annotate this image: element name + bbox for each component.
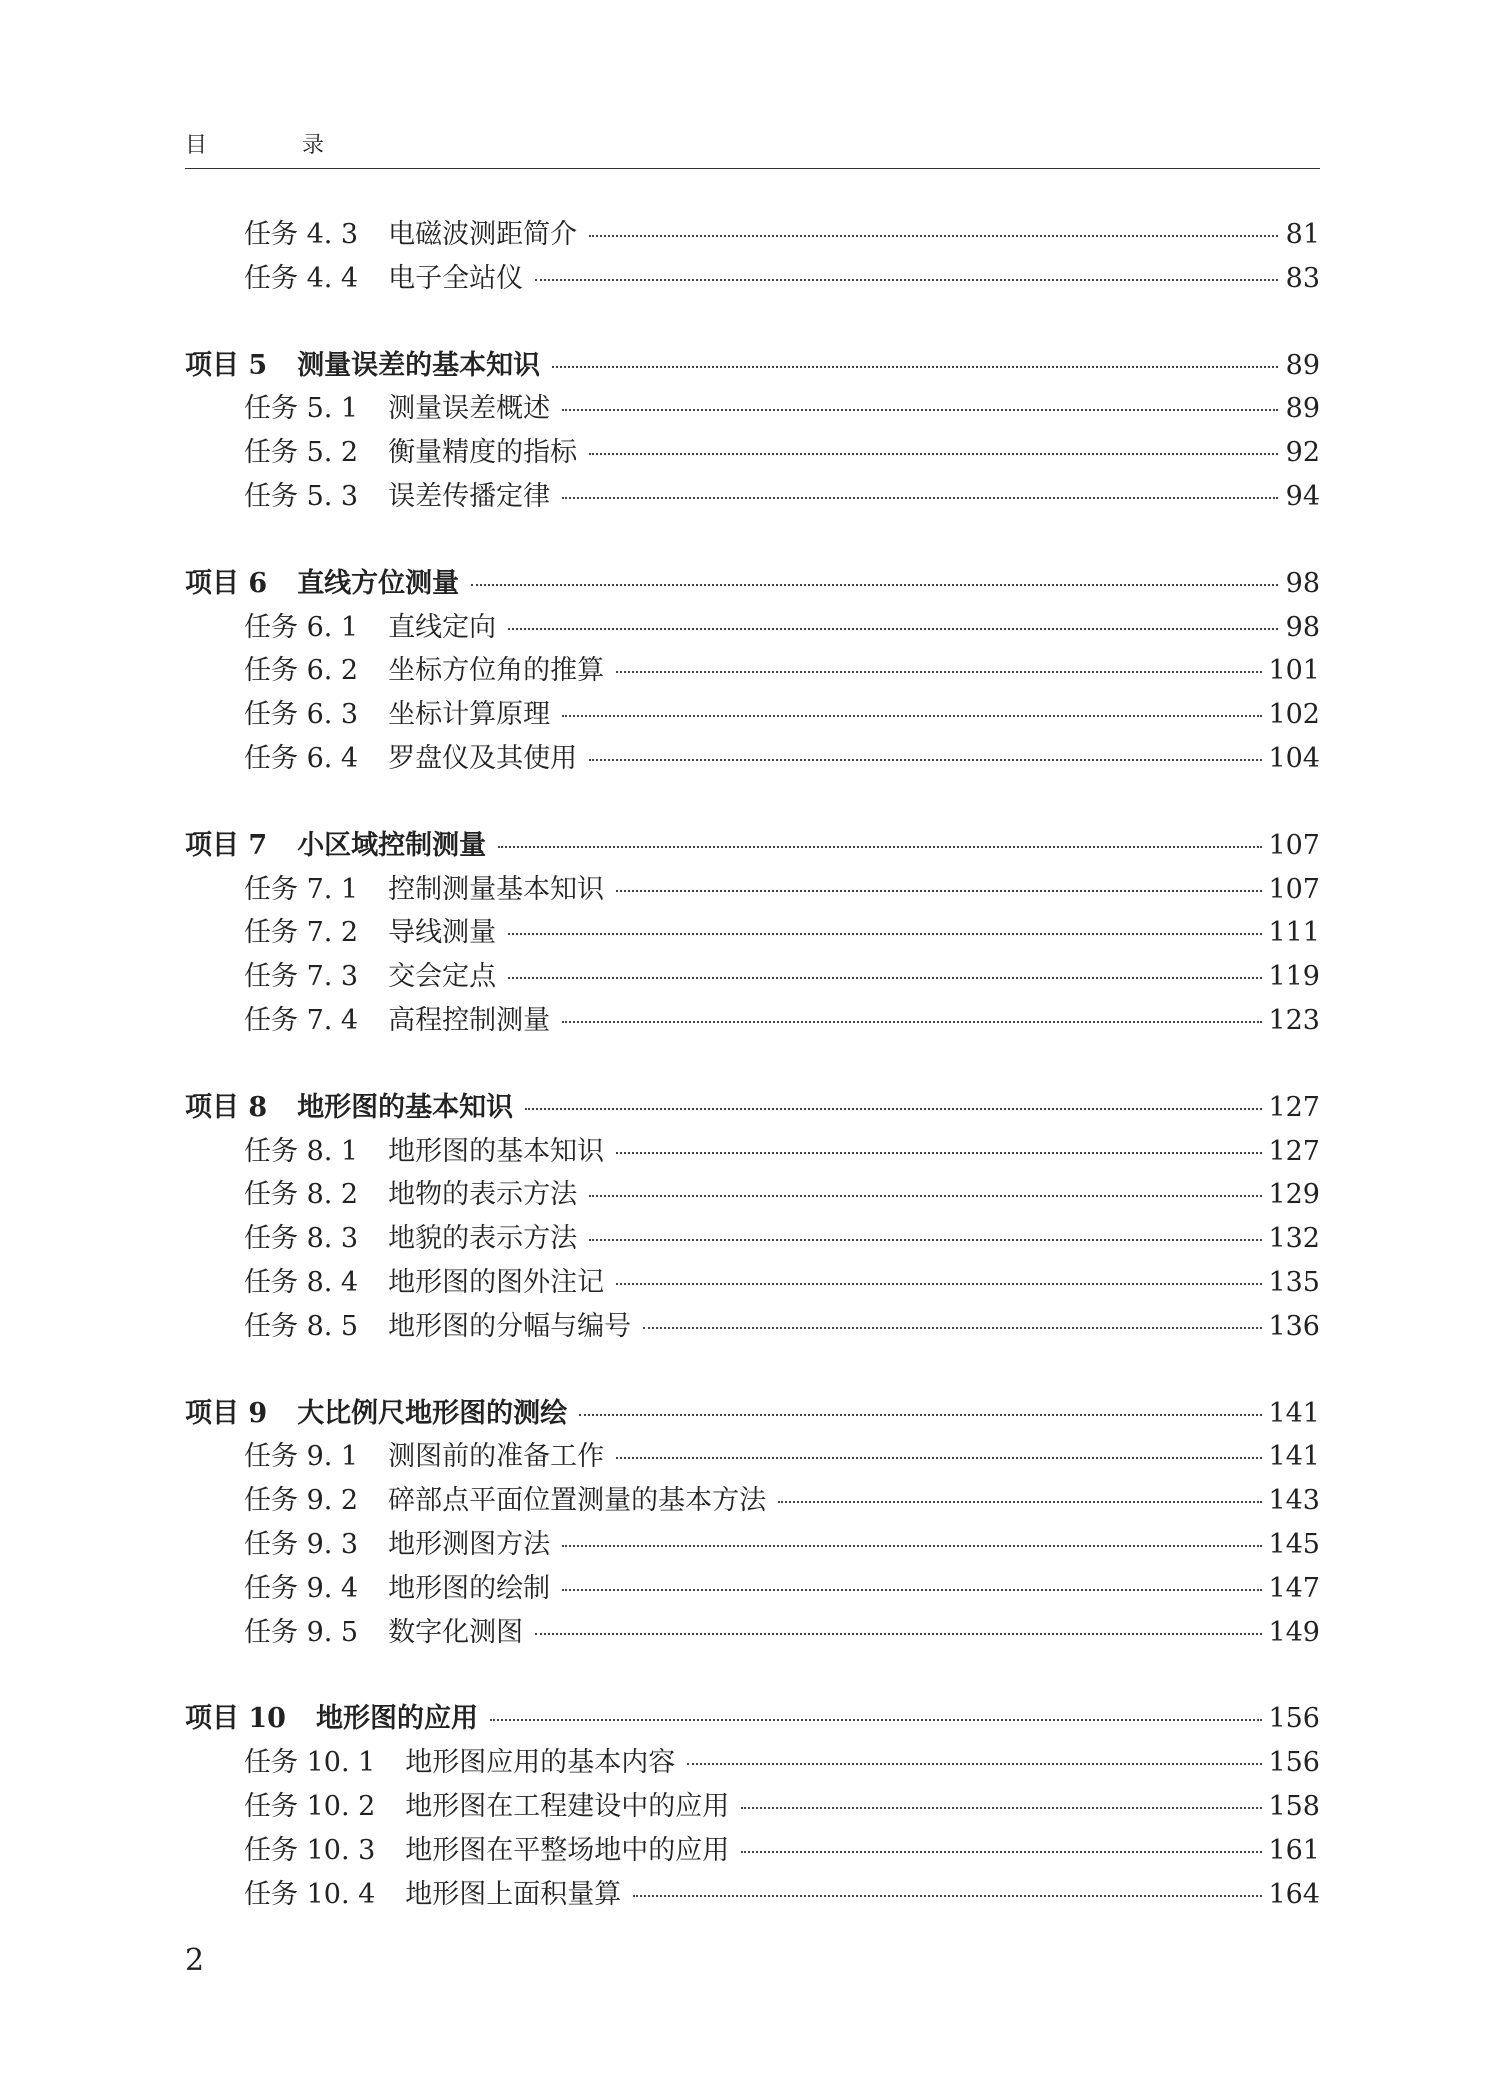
task-label: 任务 4. 4 — [244, 262, 359, 294]
toc-task-entry[interactable] — [185, 1260, 1320, 1304]
page-ref: 161 — [1268, 1834, 1320, 1866]
page-ref: 119 — [1268, 961, 1320, 993]
task-label: 任务 10. 3 — [244, 1834, 376, 1866]
task-title: 地形图在工程建设中的应用 — [405, 1790, 730, 1822]
dot-leader — [562, 1589, 1262, 1591]
task-label: 任务 9. 4 — [244, 1572, 359, 1604]
toc-task-entry[interactable] — [185, 910, 1320, 954]
dot-leader — [741, 1807, 1262, 1809]
project-label: 项目 5 — [185, 349, 268, 381]
toc-task-entry[interactable] — [185, 998, 1320, 1042]
dot-leader — [535, 279, 1278, 281]
task-label: 任务 7. 2 — [244, 917, 359, 949]
toc-task-entry[interactable] — [185, 430, 1320, 474]
task-title: 罗盘仪及其使用 — [388, 742, 578, 774]
task-title: 地形图的图外注记 — [388, 1266, 605, 1298]
page-ref: 147 — [1268, 1572, 1320, 1604]
dot-leader — [552, 366, 1278, 368]
task-title: 测图前的准备工作 — [388, 1441, 605, 1473]
toc-task-entry[interactable] — [185, 867, 1320, 911]
dot-leader — [508, 977, 1262, 979]
project-title: 地形图的基本知识 — [297, 1091, 514, 1123]
page-ref: 141 — [1268, 1441, 1320, 1473]
toc-task-entry[interactable] — [185, 692, 1320, 736]
page-ref: 143 — [1268, 1485, 1320, 1517]
page-ref: 135 — [1268, 1266, 1320, 1298]
dot-leader — [562, 409, 1278, 411]
toc-group — [185, 343, 1320, 518]
page-ref: 104 — [1268, 742, 1320, 774]
dot-leader — [535, 1633, 1262, 1635]
task-title: 地形图上面积量算 — [405, 1878, 622, 1910]
task-label: 任务 8. 5 — [244, 1310, 359, 1342]
page-ref: 107 — [1268, 873, 1320, 905]
project-title: 地形图的应用 — [315, 1703, 478, 1735]
dot-leader — [616, 1152, 1262, 1154]
toc-task-entry[interactable] — [185, 386, 1320, 430]
toc-task-entry[interactable] — [185, 212, 1320, 256]
page-ref: 136 — [1268, 1310, 1320, 1342]
task-label: 任务 9. 3 — [244, 1528, 359, 1560]
task-label: 任务 5. 2 — [244, 437, 359, 469]
toc-project-entry[interactable] — [185, 1085, 1320, 1129]
task-label: 任务 6. 3 — [244, 699, 359, 731]
toc-task-entry[interactable] — [185, 1172, 1320, 1216]
task-label: 任务 5. 1 — [244, 393, 359, 425]
task-label: 任务 8. 3 — [244, 1223, 359, 1255]
page-ref: 127 — [1268, 1135, 1320, 1167]
task-title: 地形图的基本知识 — [388, 1135, 605, 1167]
dot-leader — [589, 1239, 1262, 1241]
page-ref: 123 — [1268, 1004, 1320, 1036]
toc-project-entry[interactable] — [185, 343, 1320, 387]
task-title: 误差传播定律 — [388, 480, 551, 512]
dot-leader — [778, 1501, 1262, 1503]
dot-leader — [490, 1719, 1262, 1721]
task-title: 直线定向 — [388, 611, 497, 643]
project-label: 项目 7 — [185, 829, 268, 861]
task-title: 衡量精度的指标 — [388, 437, 578, 469]
task-label: 任务 6. 1 — [244, 611, 359, 643]
task-label: 任务 10. 2 — [244, 1790, 376, 1822]
dot-leader — [471, 584, 1278, 586]
task-label: 任务 9. 1 — [244, 1441, 359, 1473]
dot-leader — [633, 1895, 1262, 1897]
page-ref: 145 — [1268, 1528, 1320, 1560]
page-ref: 156 — [1268, 1703, 1320, 1735]
page-ref: 94 — [1285, 480, 1320, 512]
toc-task-entry[interactable] — [185, 1304, 1320, 1348]
task-title: 地形测图方法 — [388, 1528, 551, 1560]
task-label: 任务 9. 5 — [244, 1616, 359, 1648]
task-title: 导线测量 — [388, 917, 497, 949]
page-ref: 92 — [1285, 437, 1320, 469]
task-label: 任务 8. 1 — [244, 1135, 359, 1167]
task-label: 任务 5. 3 — [244, 480, 359, 512]
header-title: 目 录 — [185, 133, 368, 158]
task-label: 任务 4. 3 — [244, 219, 359, 250]
page-ref: 83 — [1285, 262, 1320, 294]
toc-group — [185, 561, 1320, 780]
toc-task-entry[interactable] — [185, 1740, 1320, 1784]
task-label: 任务 6. 2 — [244, 655, 359, 687]
project-title: 大比例尺地形图的测绘 — [297, 1397, 568, 1429]
project-title: 小区域控制测量 — [297, 829, 487, 861]
task-title: 电磁波测距简介 — [388, 219, 578, 250]
page-ref: 89 — [1285, 393, 1320, 425]
project-label: 项目 6 — [185, 567, 268, 599]
dot-leader — [562, 715, 1262, 717]
toc-task-entry[interactable] — [185, 1478, 1320, 1522]
task-label: 任务 7. 4 — [244, 1004, 359, 1036]
dot-leader — [525, 1108, 1262, 1110]
toc-task-entry[interactable] — [185, 1828, 1320, 1872]
task-title: 地形图的绘制 — [388, 1572, 551, 1604]
toc-task-entry[interactable] — [185, 474, 1320, 518]
task-title: 数字化测图 — [388, 1616, 524, 1648]
dot-leader — [741, 1851, 1262, 1853]
page-ref: 111 — [1268, 917, 1320, 949]
dot-leader — [562, 1545, 1262, 1547]
page-ref: 98 — [1285, 611, 1320, 643]
task-title: 地形图应用的基本内容 — [405, 1747, 676, 1779]
project-label: 项目 10 — [185, 1703, 286, 1735]
dot-leader — [616, 890, 1262, 892]
dot-leader — [562, 1021, 1262, 1023]
task-label: 任务 7. 1 — [244, 873, 359, 905]
dot-leader — [643, 1327, 1262, 1329]
dot-leader — [508, 933, 1262, 935]
toc-task-entry[interactable] — [185, 1216, 1320, 1260]
task-title: 测量误差概述 — [388, 393, 551, 425]
task-title: 坐标计算原理 — [388, 699, 551, 731]
task-title: 碎部点平面位置测量的基本方法 — [388, 1485, 767, 1517]
task-label: 任务 7. 3 — [244, 961, 359, 993]
project-label: 项目 9 — [185, 1397, 268, 1429]
dot-leader — [589, 1195, 1262, 1197]
dot-leader — [589, 453, 1278, 455]
task-label: 任务 10. 1 — [244, 1747, 376, 1779]
task-title: 坐标方位角的推算 — [388, 655, 605, 687]
running-header — [185, 128, 1320, 169]
toc-group — [185, 212, 1320, 300]
page-ref: 127 — [1268, 1091, 1320, 1123]
toc-task-entry[interactable] — [185, 1566, 1320, 1610]
toc-task-entry[interactable] — [185, 1129, 1320, 1173]
page-ref: 129 — [1268, 1179, 1320, 1211]
dot-leader — [562, 497, 1278, 499]
project-title: 直线方位测量 — [297, 567, 460, 599]
toc-group — [185, 1391, 1320, 1654]
page-ref: 101 — [1268, 655, 1320, 687]
toc-task-entry[interactable] — [185, 256, 1320, 300]
task-title: 交会定点 — [388, 961, 497, 993]
page-ref: 102 — [1268, 699, 1320, 731]
page-number: 2 — [185, 1943, 205, 1978]
toc-task-entry[interactable] — [185, 736, 1320, 780]
page-ref: 156 — [1268, 1747, 1320, 1779]
toc-task-entry[interactable] — [185, 1610, 1320, 1654]
dot-leader — [616, 671, 1262, 673]
dot-leader — [589, 235, 1278, 237]
task-title: 电子全站仪 — [388, 262, 524, 294]
page-ref: 89 — [1285, 349, 1320, 381]
task-title: 高程控制测量 — [388, 1004, 551, 1036]
toc-task-entry[interactable] — [185, 1434, 1320, 1478]
dot-leader — [616, 1283, 1262, 1285]
toc-task-entry[interactable] — [185, 954, 1320, 998]
dot-leader — [508, 628, 1278, 630]
dot-leader — [589, 759, 1262, 761]
toc-task-entry[interactable] — [185, 1522, 1320, 1566]
project-label: 项目 8 — [185, 1091, 268, 1123]
task-label: 任务 10. 4 — [244, 1878, 376, 1910]
page-ref: 98 — [1285, 567, 1320, 599]
page-ref: 149 — [1268, 1616, 1320, 1648]
task-label: 任务 6. 4 — [244, 742, 359, 774]
toc-project-entry[interactable] — [185, 561, 1320, 605]
toc-group — [185, 1696, 1320, 1915]
page-ref: 164 — [1268, 1878, 1320, 1910]
task-title: 地形图在平整场地中的应用 — [405, 1834, 730, 1866]
dot-leader — [579, 1414, 1262, 1416]
task-title: 地貌的表示方法 — [388, 1223, 578, 1255]
page-ref: 132 — [1268, 1223, 1320, 1255]
task-title: 地物的表示方法 — [388, 1179, 578, 1211]
page-ref: 158 — [1268, 1790, 1320, 1822]
page-ref: 141 — [1268, 1397, 1320, 1429]
toc-group — [185, 1085, 1320, 1348]
toc-project-entry[interactable] — [185, 823, 1320, 867]
toc-group — [185, 823, 1320, 1042]
dot-leader — [616, 1457, 1262, 1459]
toc-project-entry[interactable] — [185, 1391, 1320, 1435]
toc-task-entry[interactable] — [185, 605, 1320, 649]
task-title: 地形图的分幅与编号 — [388, 1310, 632, 1342]
dot-leader — [498, 846, 1262, 848]
page-ref: 107 — [1268, 829, 1320, 861]
project-title: 测量误差的基本知识 — [297, 349, 541, 381]
task-label: 任务 9. 2 — [244, 1485, 359, 1517]
task-label: 任务 8. 4 — [244, 1266, 359, 1298]
task-title: 控制测量基本知识 — [388, 873, 605, 905]
dot-leader — [687, 1763, 1262, 1765]
toc-task-entry[interactable] — [185, 1872, 1320, 1916]
toc-project-entry[interactable] — [185, 1696, 1320, 1740]
toc-task-entry[interactable] — [185, 1784, 1320, 1828]
page-ref: 81 — [1285, 219, 1320, 250]
task-label: 任务 8. 2 — [244, 1179, 359, 1211]
toc-task-entry[interactable] — [185, 648, 1320, 692]
table-of-contents — [185, 212, 1320, 1958]
